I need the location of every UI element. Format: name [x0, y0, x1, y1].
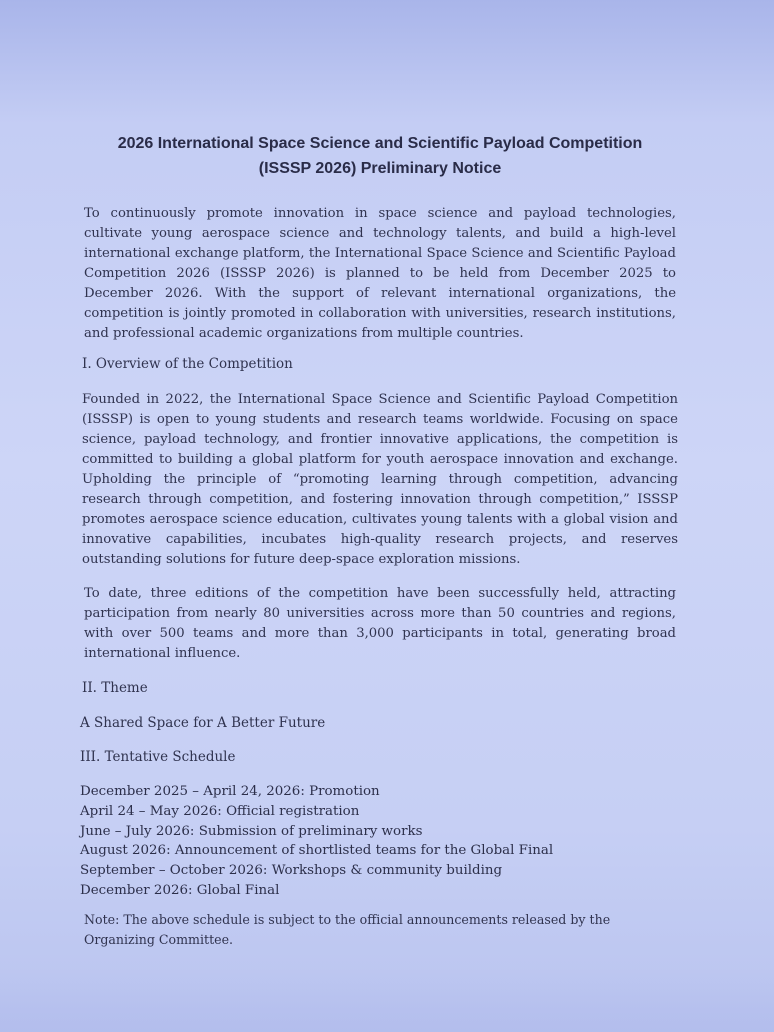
schedule-item: April 24 – May 2026: Official registration [80, 803, 360, 819]
schedule-item: September – October 2026: Workshops & community building [80, 863, 503, 879]
history-paragraph: To date, three editions of the competition have been successfully held, attracting participation from nearly 80 universities across more than 50 countries and regions, with over 500 teams and more than 3,000 participants in total, generating broad international influence. [84, 586, 676, 661]
schedule-note: Note: The above schedule is subject to the official announcements released by the Organizing Committee. [84, 912, 611, 947]
overview-paragraph: Founded in 2022, the International Space Science and Scientific Payload Competition (ISSSP) is open to young students and research teams worldwide. Focusing on space science, payload technology, and frontier innovative applications, the competition is committed to building a global platform for youth aerospace innovation and exchange. Upholding the principle of “promoting learning through competition, advancing research through competition, and fostering innovation through competition,” ISSSP promotes aerospace science education, cultivates young talents with a global vision and innovative capabilities, incubates high-quality research projects, and reserves outstanding solutions for future deep-space exploration missions. [82, 392, 678, 567]
notice-title: 2026 International Space Science and Scientific Payload Competition [117, 135, 643, 152]
schedule-item: December 2025 – April 24, 2026: Promotion [80, 784, 380, 799]
notice-subtitle: (ISSSP 2026) Preliminary Notice [258, 160, 502, 177]
schedule-item: December 2026: Global Final [80, 882, 280, 898]
paper-shadow [0, 972, 774, 1032]
schedule-item: August 2026: Announcement of shortlisted teams for the Global Final [80, 843, 554, 859]
section-heading-overview: I. Overview of the Competition [82, 356, 293, 372]
theme-text: A Shared Space for A Better Future [80, 715, 326, 731]
section-heading-theme: II. Theme [82, 680, 148, 696]
schedule-item: June – July 2026: Submission of preliminary works [80, 823, 423, 839]
section-heading-schedule: III. Tentative Schedule [80, 749, 236, 765]
schedule-list [80, 782, 553, 901]
intro-paragraph: To continuously promote innovation in space science and payload technologies, cultivate young aerospace science and technology talents, and build a high-level international exchange platform, the International Space Science and Scientific Payload Competition 2026 (ISSSP 2026) is planned to be held from December 2025 to December 2026. With the support of relevant international organizations, the competition is jointly promoted in collaboration with universities, research institutions, and professional academic organizations from multiple countries. [84, 206, 676, 341]
